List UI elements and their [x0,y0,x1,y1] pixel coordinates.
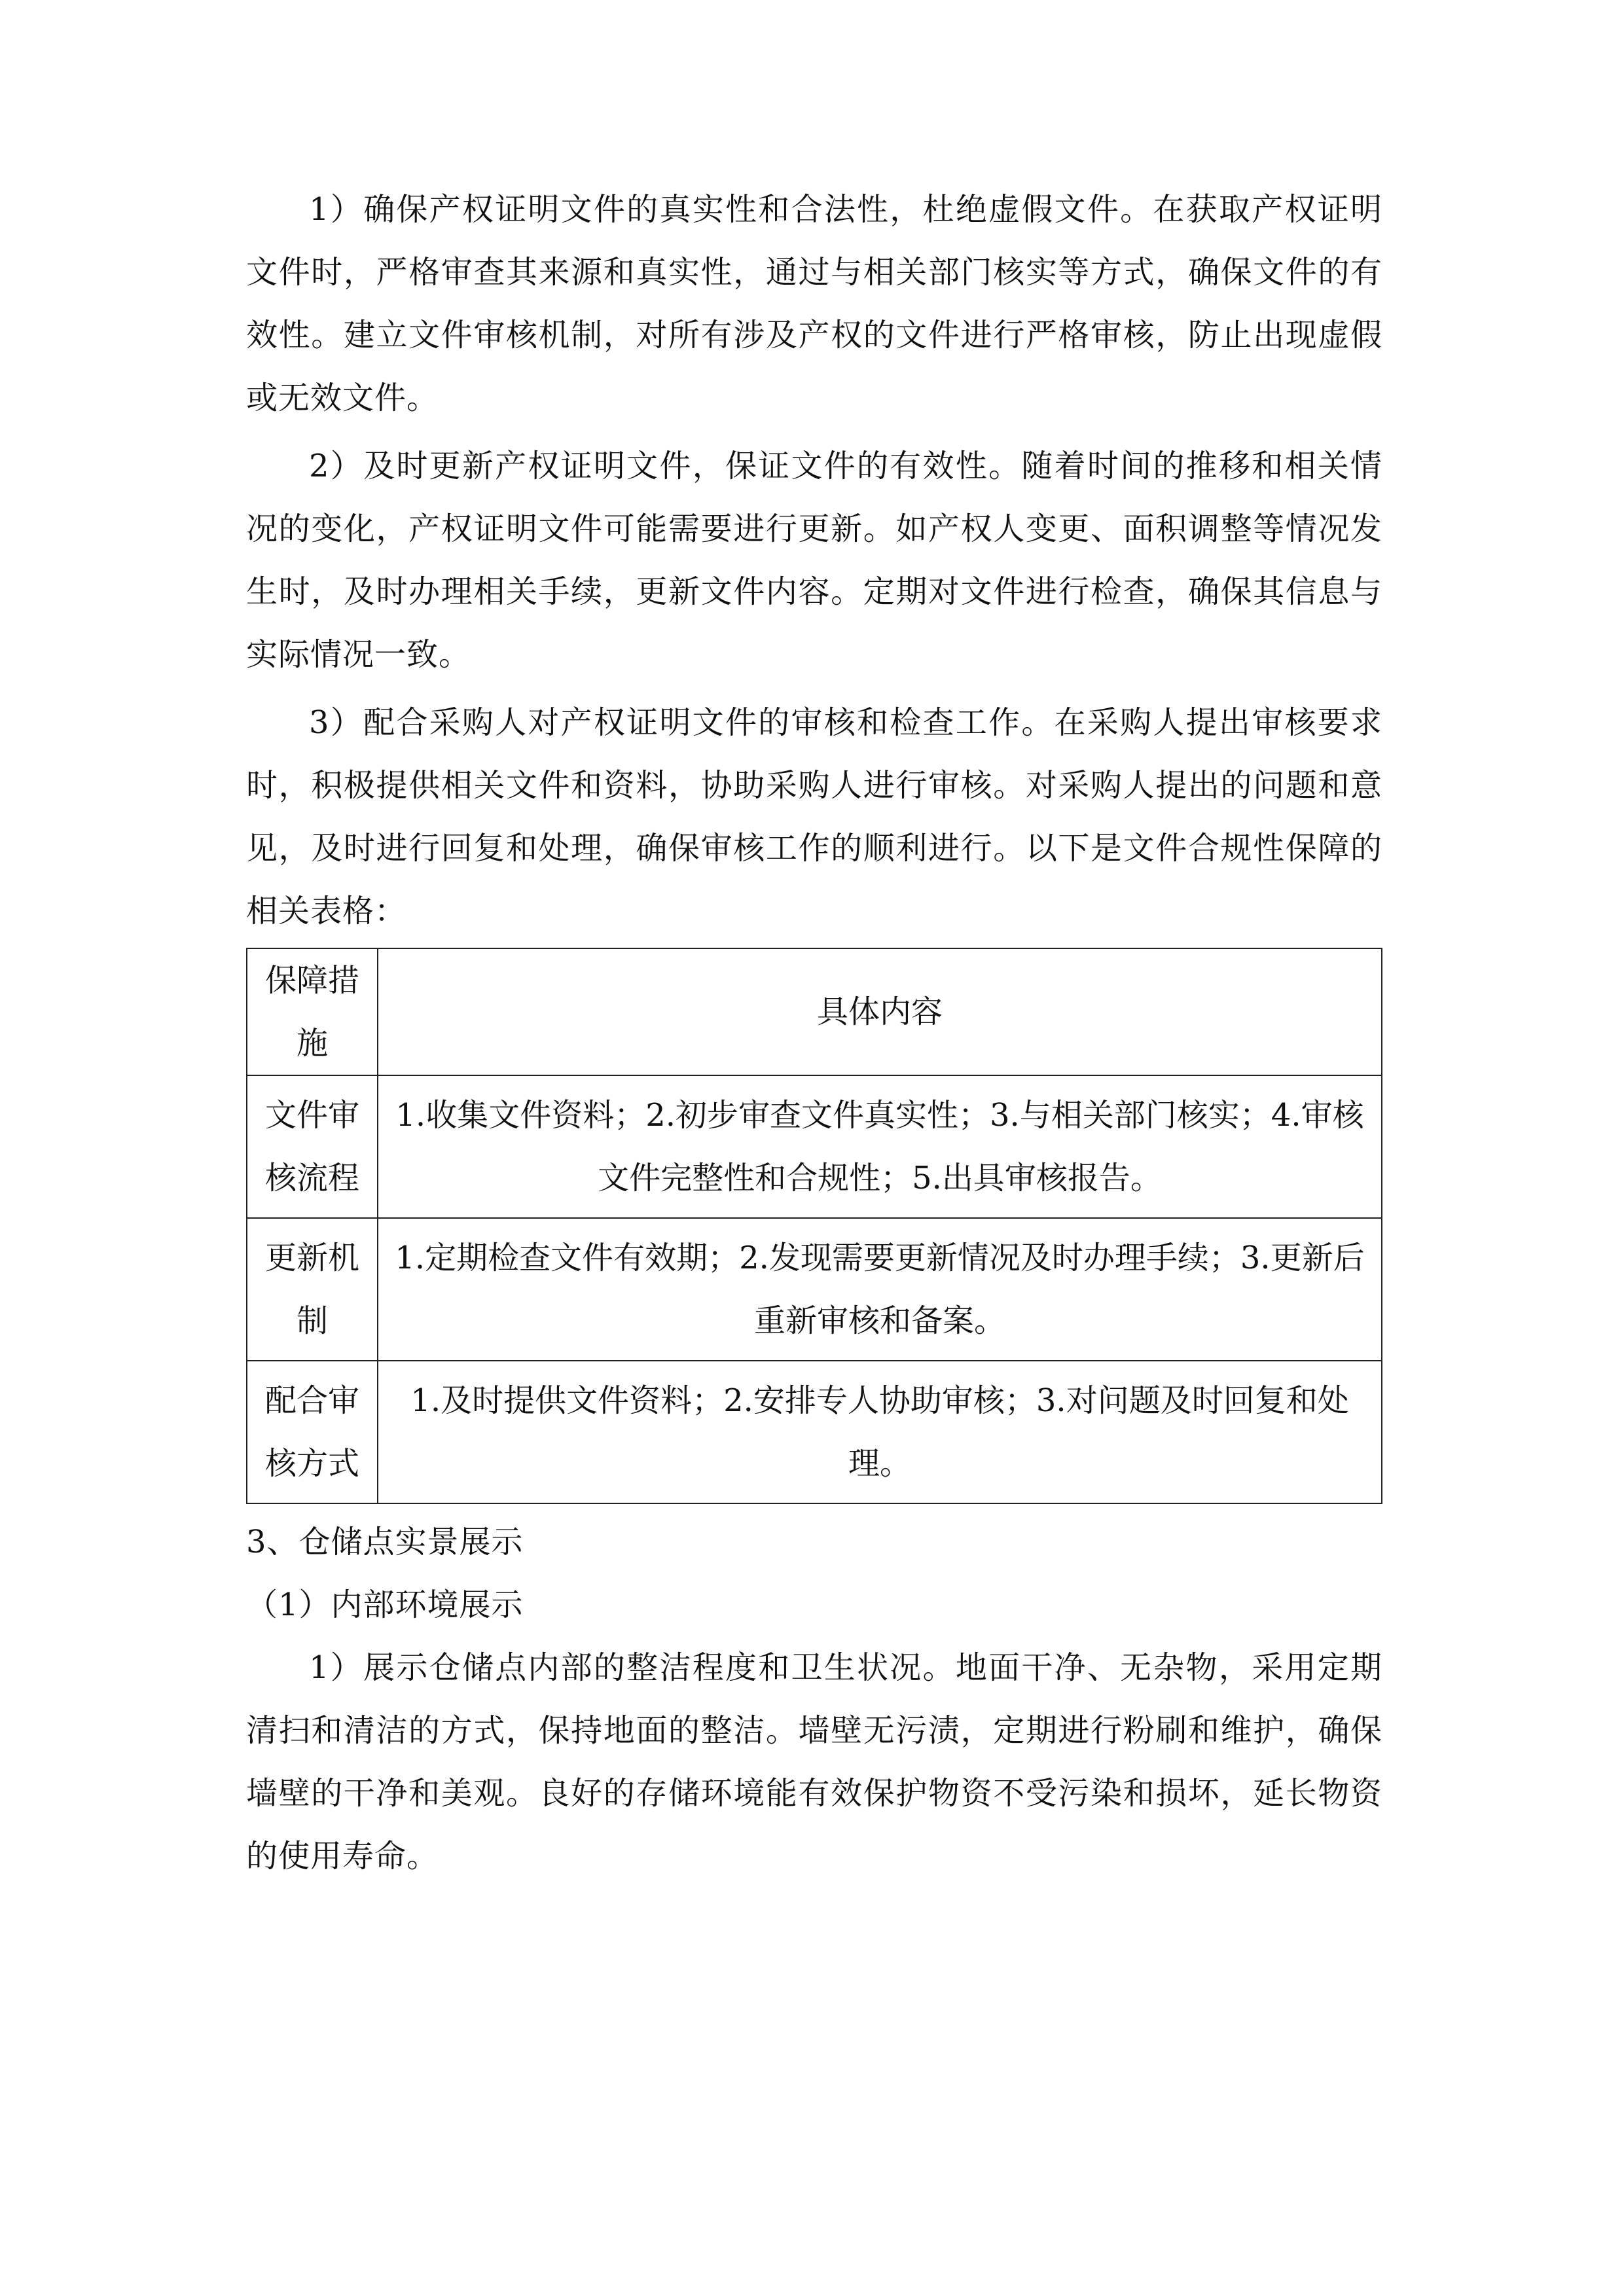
paragraph-2: 2）及时更新产权证明文件，保证文件的有效性。随着时间的推移和相关情况的变化，产权证明文件可能需要进行更新。如产权人变更、面积调整等情况发生时，及时办理相关手续，更新文件内容。定期对文件进行检查，确保其信息与实际情况一致。 [246,448,1382,673]
section-heading: 3、仓储点实景展示 [246,1524,524,1560]
table-cell-measure: 配合审核方式 [247,1361,378,1503]
table-row [247,1075,1382,1218]
paragraph-1: 1）确保产权证明文件的真实性和合法性，杜绝虚假文件。在获取产权证明文件时，严格审查其来源和真实性，通过与相关部门核实等方式，确保文件的有效性。建立文件审核机制，对所有涉及产权的文件进行严格审核，防止出现虚假或无效文件。 [246,191,1382,416]
table-cell-measure: 更新机制 [247,1218,378,1361]
table-header-measure: 保障措施 [247,948,378,1075]
table-header-row [247,948,1382,1075]
subsection-heading: （1）内部环境展示 [246,1587,524,1623]
table-row [247,1218,1382,1361]
table-cell-measure: 文件审核流程 [247,1075,378,1218]
compliance-table [246,948,1382,1504]
table-cell-content: 1.及时提供文件资料；2.安排专人协助审核；3.对问题及时回复和处理。 [378,1361,1382,1503]
table-row [247,1361,1382,1503]
paragraph-3: 3）配合采购人对产权证明文件的审核和检查工作。在采购人提出审核要求时，积极提供相关文件和资料，协助采购人进行审核。对采购人提出的问题和意见，及时进行回复和处理，确保审核工作的顺利进行。以下是文件合规性保障的相关表格： [246,704,1382,929]
document-page [246,178,1382,1888]
table-cell-content: 1.定期检查文件有效期；2.发现需要更新情况及时办理手续；3.更新后重新审核和备案。 [378,1218,1382,1361]
table-header-content: 具体内容 [378,948,1382,1075]
table-cell-content: 1.收集文件资料；2.初步审查文件真实性；3.与相关部门核实；4.审核文件完整性和合规性；5.出具审核报告。 [378,1075,1382,1218]
paragraph-4: 1）展示仓储点内部的整洁程度和卫生状况。地面干净、无杂物，采用定期清扫和清洁的方式，保持地面的整洁。墙壁无污渍，定期进行粉刷和维护，确保墙壁的干净和美观。良好的存储环境能有效保护物资不受污染和损坏，延长物资的使用寿命。 [246,1649,1382,1874]
